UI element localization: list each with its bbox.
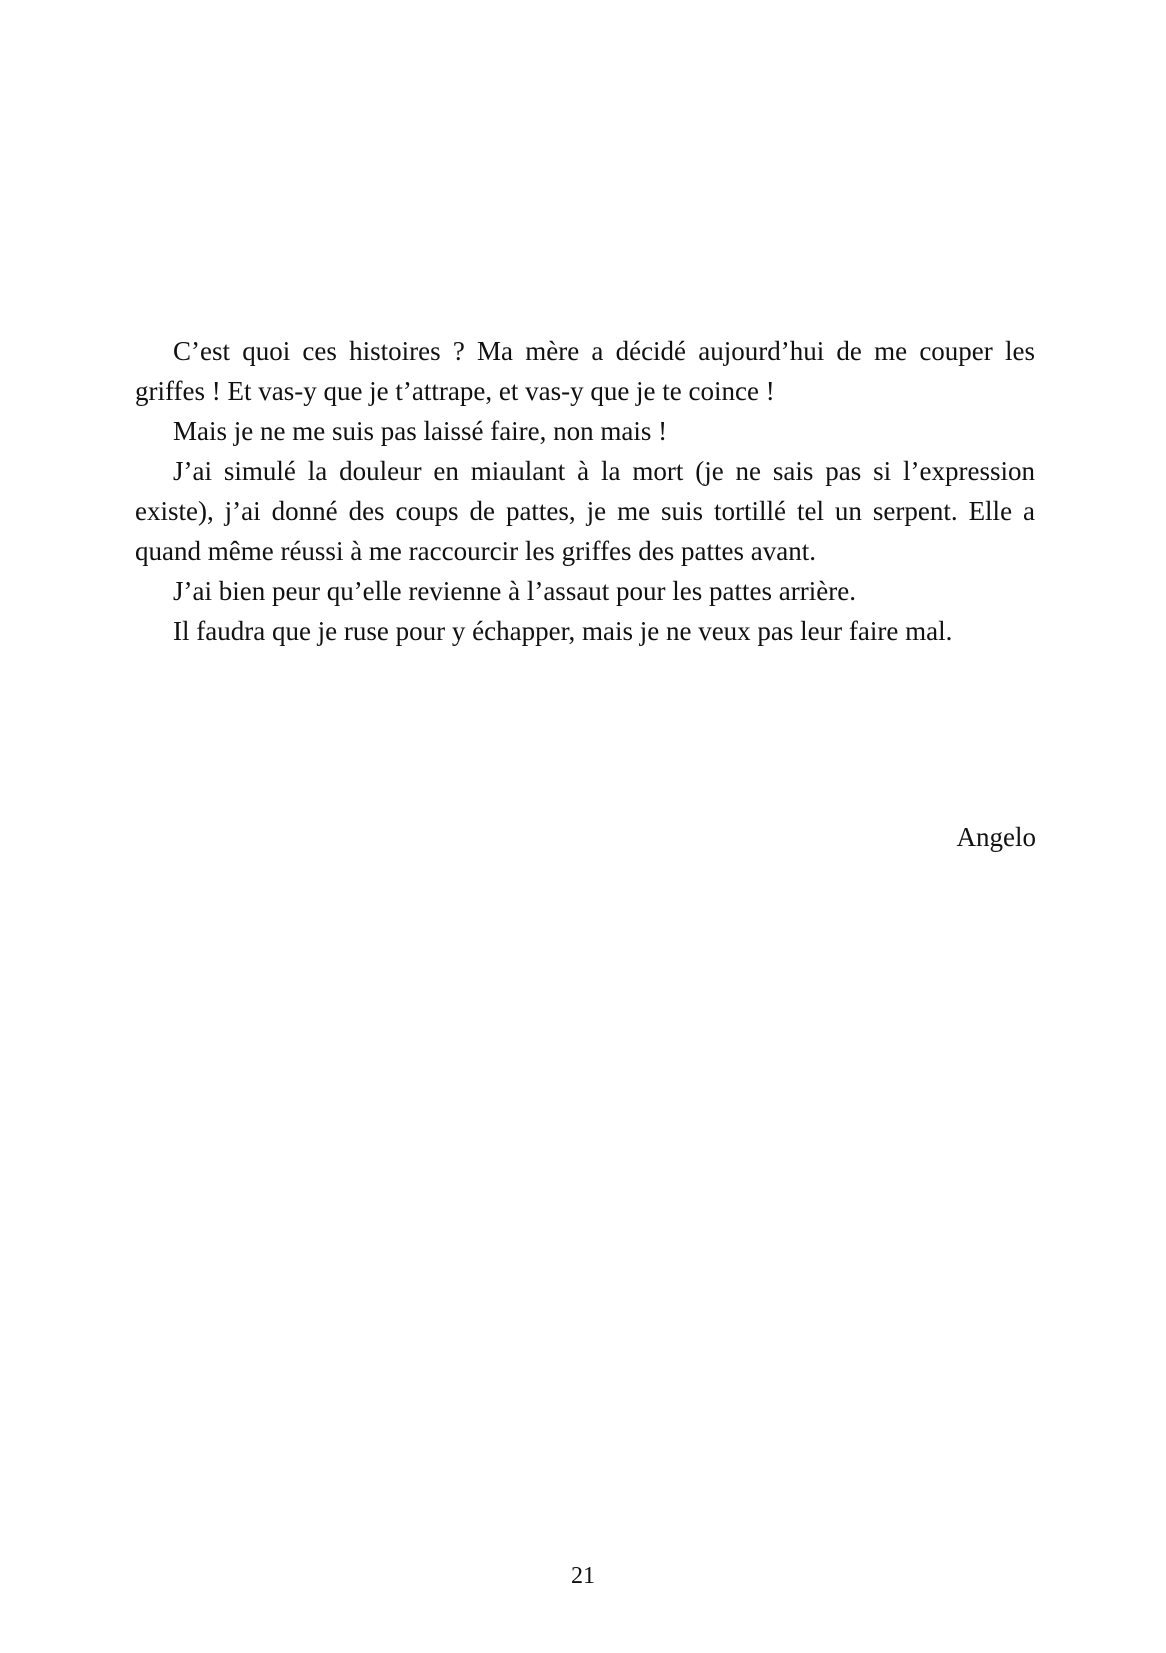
paragraph: J’ai simulé la douleur en miaulant à la mort (je ne sais pas si l’expression existe), j’ai donné des coups de pattes, je me suis tortillé tel un serpent. Elle a quand même réussi à me raccourcir les griffes des pattes avant. (135, 456, 1035, 566)
paragraph: J’ai bien peur qu’elle revienne à l’assaut pour les pattes arrière. (173, 576, 856, 606)
page-number: 21 (571, 1563, 595, 1589)
paragraph: Il faudra que je ruse pour y échapper, mais je ne veux pas leur faire mal. (173, 616, 953, 646)
paragraph: Mais je ne me suis pas laissé faire, non mais ! (173, 416, 668, 446)
body-text (135, 331, 1035, 651)
paragraph: C’est quoi ces histoires ? Ma mère a décidé aujourd’hui de me couper les griffes ! Et vas-y que je t’attrape, et vas-y que je te coince ! (135, 336, 1035, 406)
signature: Angelo (956, 822, 1036, 852)
